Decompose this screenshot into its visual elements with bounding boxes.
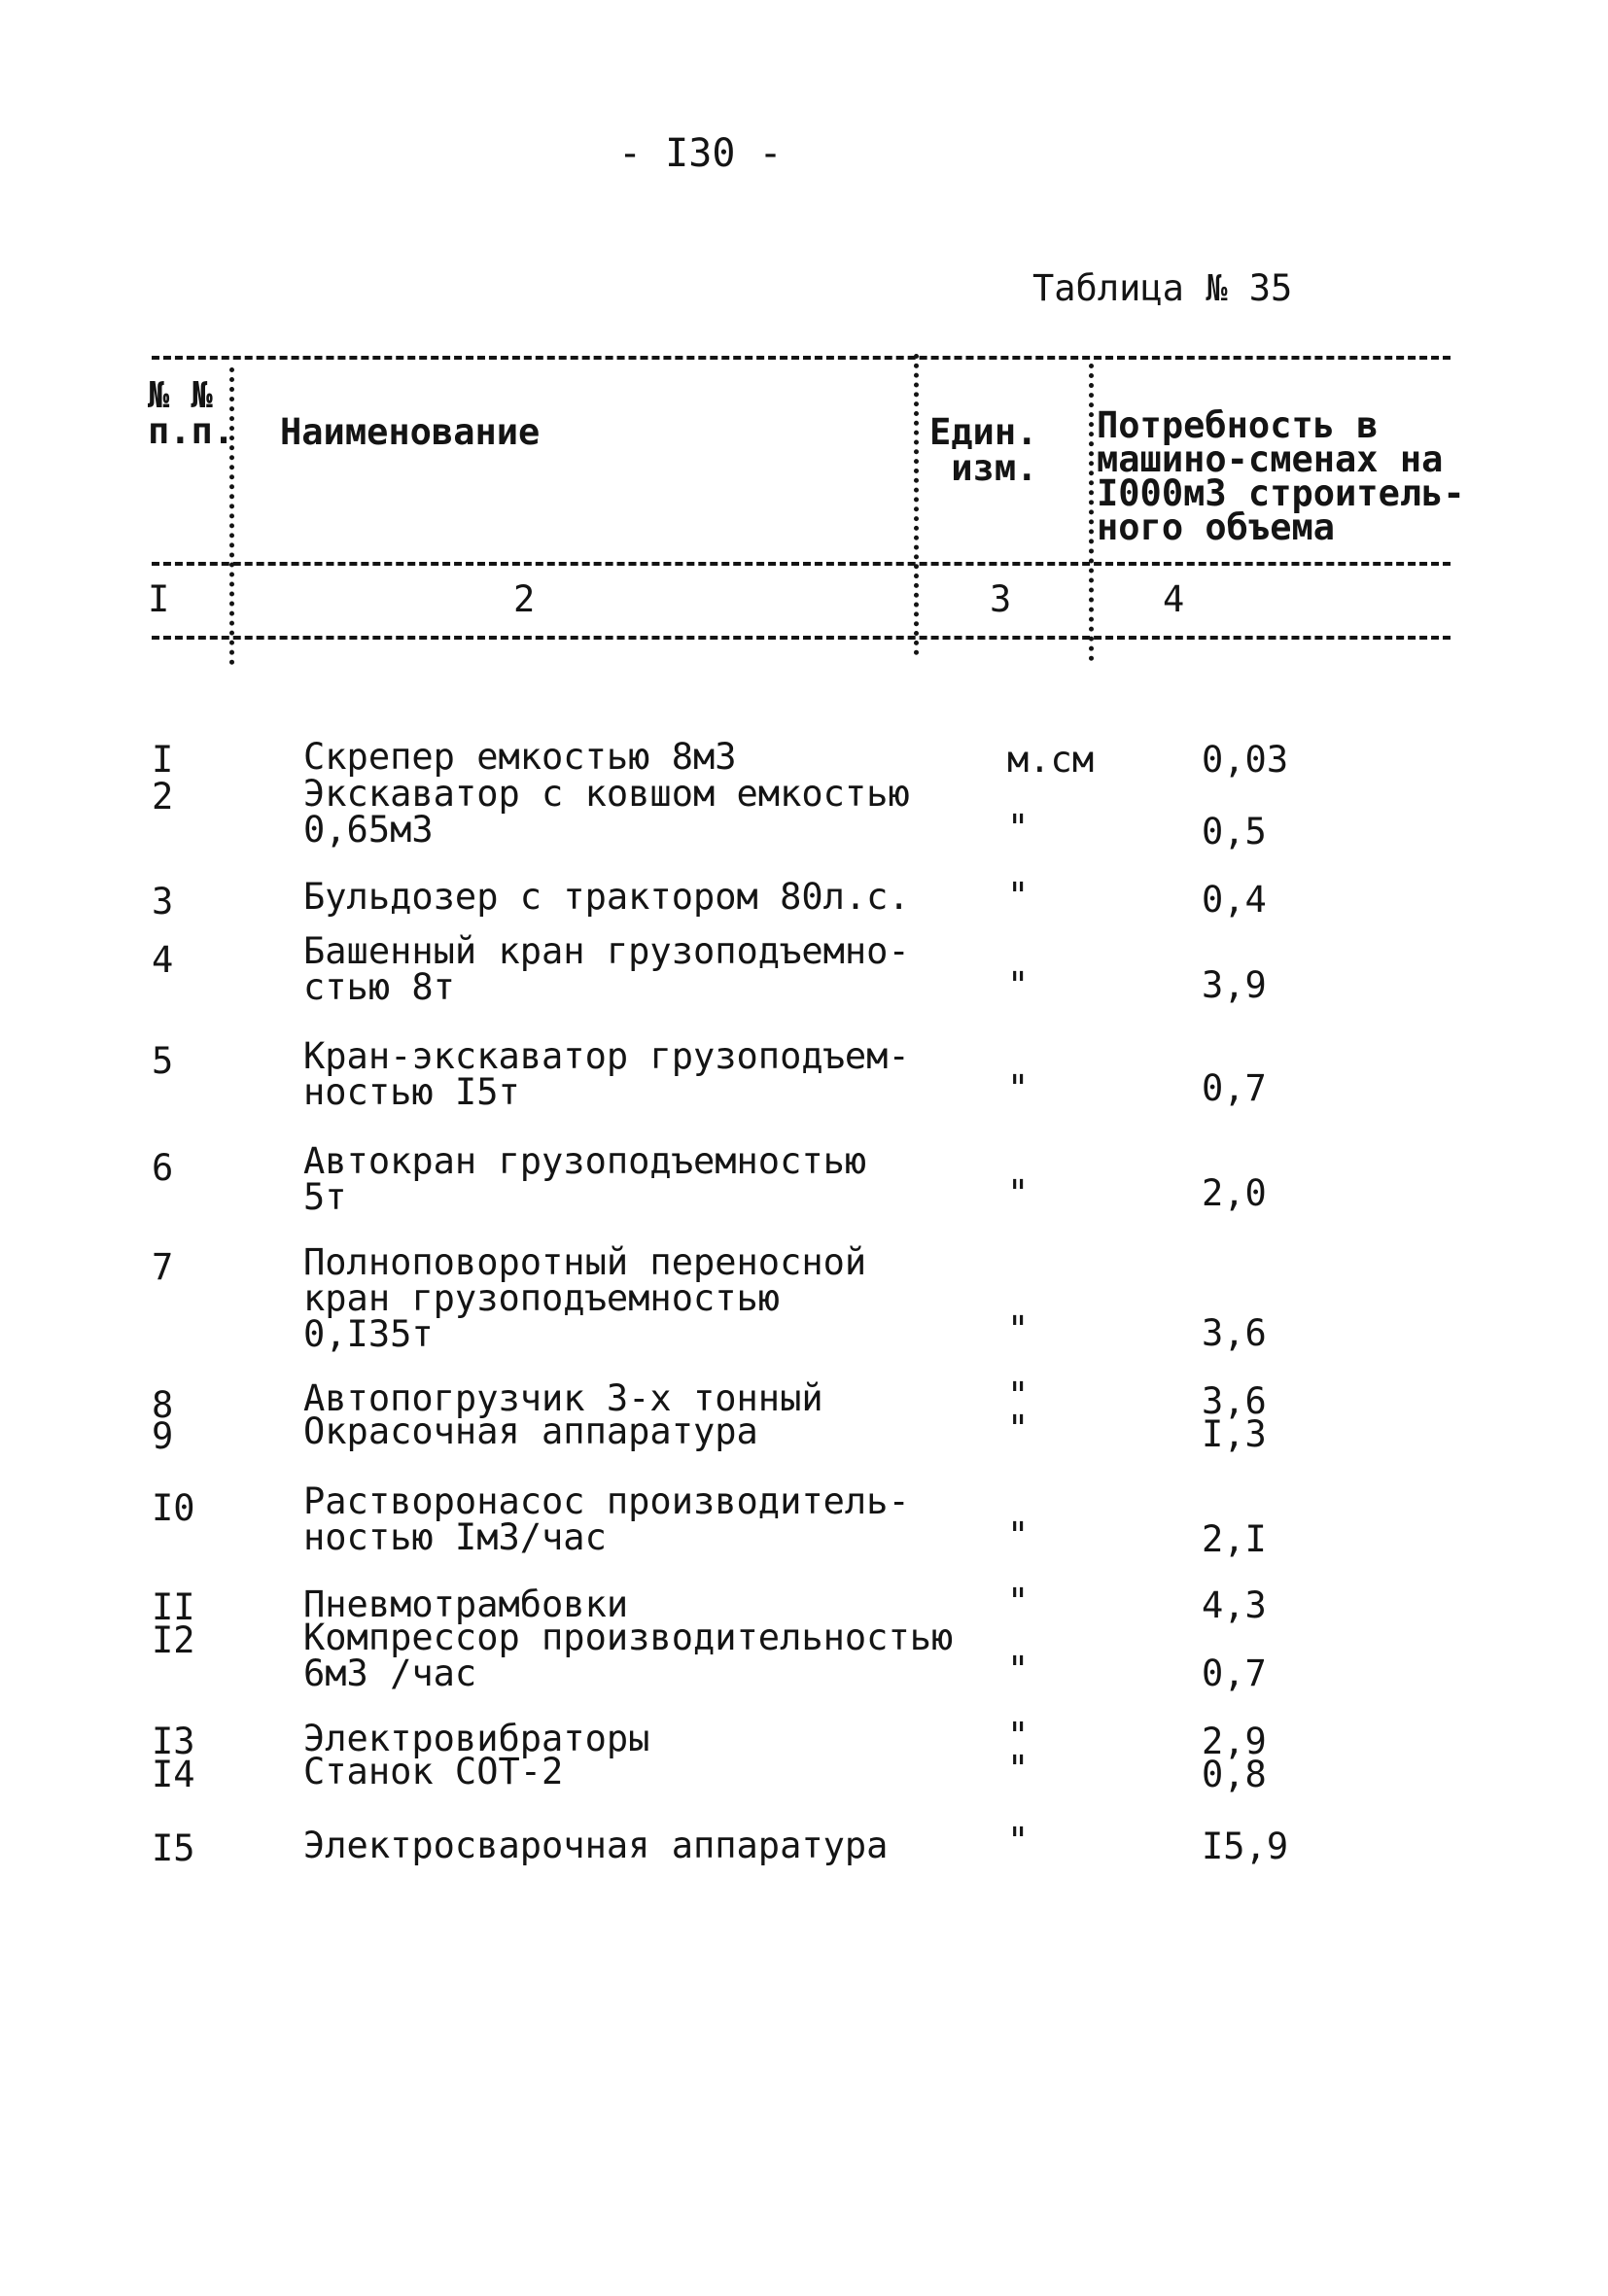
row-name: Компрессор производительностью 6м3 /час: [303, 1617, 954, 1694]
row-value: 2,0: [1202, 1172, 1267, 1214]
row-unit: ": [1007, 807, 1030, 849]
row-number: 5: [152, 1040, 174, 1082]
row-name: Растворонасос производитель- ностью Iм3/час: [303, 1480, 910, 1558]
row-name: Автокран грузоподъемностью 5т: [303, 1140, 867, 1218]
row-name: Автопогрузчик 3-х тонный: [303, 1377, 823, 1419]
row-value: 0,8: [1202, 1754, 1267, 1795]
column-number-4: 4: [1163, 578, 1185, 620]
row-name: Полноповоротный переносной кран грузоподъемностью 0,I35т: [303, 1241, 867, 1355]
column-number-3: 3: [990, 578, 1012, 620]
row-unit: ": [1007, 1374, 1030, 1416]
row-name: Станок СОТ-2: [303, 1751, 564, 1792]
row-unit: ": [1007, 964, 1030, 1006]
row-number: I5: [152, 1827, 195, 1869]
row-unit: ": [1007, 1172, 1030, 1214]
row-value: 2,9: [1202, 1721, 1267, 1762]
column-number-1: I: [148, 578, 170, 620]
row-unit: ": [1007, 1067, 1030, 1109]
row-number: 7: [152, 1246, 174, 1288]
row-unit: ": [1007, 1748, 1030, 1790]
row-value: I5,9: [1202, 1826, 1289, 1867]
table-label: Таблица № 35: [1032, 267, 1293, 309]
row-number: 6: [152, 1147, 174, 1189]
row-value: 4,3: [1202, 1584, 1267, 1626]
column-number-2: 2: [513, 578, 536, 620]
row-value: 0,03: [1202, 739, 1289, 781]
row-value: 0,7: [1202, 1652, 1267, 1694]
header-num: № № п.п.: [148, 374, 235, 452]
row-number: 2: [152, 776, 174, 818]
row-value: 3,9: [1202, 964, 1267, 1006]
row-name: Электросварочная аппаратура: [303, 1825, 889, 1866]
row-number: 8: [152, 1384, 174, 1426]
row-unit: ": [1007, 1408, 1030, 1449]
separator-2: [914, 354, 919, 655]
row-name: Бульдозер с трактором 80л.с.: [303, 876, 910, 918]
separator-3: [1089, 364, 1094, 661]
column-numbers-rule: [152, 636, 1451, 640]
row-unit: ": [1007, 1308, 1030, 1350]
row-number: 9: [152, 1415, 174, 1457]
row-name: Экскаватор с ковшом емкостью 0,65м3: [303, 773, 910, 851]
row-number: I: [152, 739, 174, 781]
row-name: Башенный кран грузоподъемно- стью 8т: [303, 930, 910, 1008]
row-number: I2: [152, 1619, 195, 1661]
row-unit: м.см: [1007, 739, 1095, 781]
row-unit: ": [1007, 1649, 1030, 1690]
row-name: Скрепер емкостью 8м3: [303, 736, 737, 778]
row-number: I0: [152, 1487, 195, 1529]
header-name: Наименование: [280, 411, 541, 453]
header-bottom-rule: [152, 562, 1451, 566]
row-value: 0,4: [1202, 879, 1267, 921]
row-unit: ": [1007, 1514, 1030, 1556]
header-need: Потребность в машино-сменах на I000м3 строитель- ного объема: [1097, 404, 1465, 548]
row-unit: ": [1007, 875, 1030, 917]
row-unit: ": [1007, 1715, 1030, 1757]
row-unit: ": [1007, 1581, 1030, 1622]
row-number: II: [152, 1586, 195, 1628]
row-number: I3: [152, 1721, 195, 1762]
row-name: Кран-экскаватор грузоподъем- ностью I5т: [303, 1035, 910, 1113]
row-number: 4: [152, 939, 174, 981]
header-top-rule: [152, 356, 1451, 360]
row-value: 3,6: [1202, 1380, 1267, 1422]
row-name: Электровибраторы: [303, 1718, 650, 1759]
row-name: Окрасочная аппаратура: [303, 1410, 758, 1452]
page-number: - I30 -: [618, 131, 783, 176]
header-unit: Един. изм.: [929, 411, 1038, 489]
row-value: 3,6: [1202, 1312, 1267, 1354]
row-number: 3: [152, 881, 174, 922]
row-value: 2,I: [1202, 1518, 1267, 1560]
row-value: 0,5: [1202, 811, 1267, 852]
row-number: I4: [152, 1754, 195, 1795]
row-unit: ": [1007, 1820, 1030, 1861]
row-value: 0,7: [1202, 1067, 1267, 1109]
row-value: I,3: [1202, 1413, 1267, 1455]
row-name: Пневмотрамбовки: [303, 1583, 629, 1625]
